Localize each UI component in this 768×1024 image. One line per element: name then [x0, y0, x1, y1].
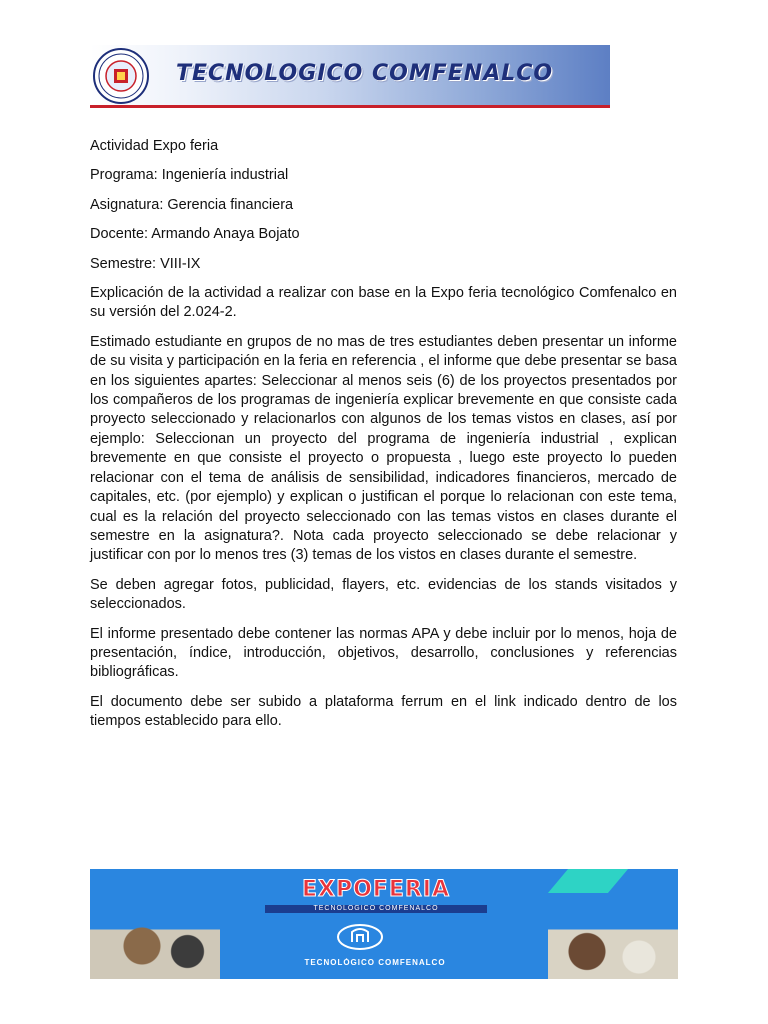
activity-title: Actividad Expo feria: [90, 138, 219, 154]
paragraph-apa-requirements: El informe presentado debe contener las normas APA y debe incluir por lo menos, hoja de presentación, índice, introducción, objetivos, desarrollo, conclusiones y referencias bibliográficas.: [90, 625, 677, 681]
paragraph-explanation: Explicación de la actividad a realizar con base en la Expo feria tecnológico Comfenalco en su versión del 2.024-2.: [90, 285, 677, 321]
expo-feria-subbar: TECNOLÓGICO COMFENALCO: [265, 905, 487, 913]
event-photo-left: [90, 869, 220, 979]
paragraph-evidence: Se deben agregar fotos, publicidad, flayers, etc. evidencias de los stands visitados y seleccionados.: [90, 576, 677, 613]
document-body: [90, 137, 677, 742]
comfenalco-emblem-icon: [335, 922, 385, 952]
org-subtitle: [290, 951, 460, 958]
paragraph-submission: El documento debe ser subido a plataforma ferrum en el link indicado dentro de los tiempos establecido para ello.: [90, 693, 677, 730]
expo-feria-tagline: [265, 914, 487, 920]
header-rule: [90, 105, 610, 108]
org-name: TECNOLÓGICO COMFENALCO: [304, 958, 446, 967]
institution-seal-logo: [92, 47, 150, 105]
paragraph-instructions: Estimado estudiante en grupos de no mas de tres estudiantes deben presentar un informe de su visita y participación en la feria en referencia , el informe que debe presentar se basa en los siguientes apartes: Seleccionar al menos seis (6) de los proyectos presentados por los compañeros de los programas de ingeniería explicar brevemente en que consiste cada proyecto seleccionado y relacionarlos con algunos de los temas vistos en clases, así por ejemplo: Seleccionan un proyecto del programa de ingeniería industrial , explican brevemente en que consiste el proyecto o propuesta , luego este proyecto lo pueden relacionar con el tema de análisis de sensibilidad, indicadores financieros, mercado de capitales, etc. (por ejemplo) y explican o justifican el porque lo relacionan con este tema, cual es la relación del proyecto seleccionado con las temas vistos en clases durante el semestre en la asignatura?. Nota cada proyecto seleccionado se debe relacionar y justificar con por lo menos tres (3) temas de los vistos en clases durante el semestre.: [90, 333, 677, 564]
subject-field: Asignatura: Gerencia financiera: [90, 196, 294, 213]
semester-field: Semestre: VIII-IX: [90, 255, 201, 272]
expo-feria-wordmark: EXPOFERIA: [301, 877, 451, 902]
program-field: Programa: Ingeniería industrial: [90, 167, 289, 184]
teacher-field: Docente: Armando Anaya Bojato: [90, 226, 300, 243]
expo-feria-banner: [90, 869, 678, 979]
header-brand-title: TECNOLOGICO COMFENALCO: [176, 61, 554, 86]
header-banner: [90, 45, 610, 108]
